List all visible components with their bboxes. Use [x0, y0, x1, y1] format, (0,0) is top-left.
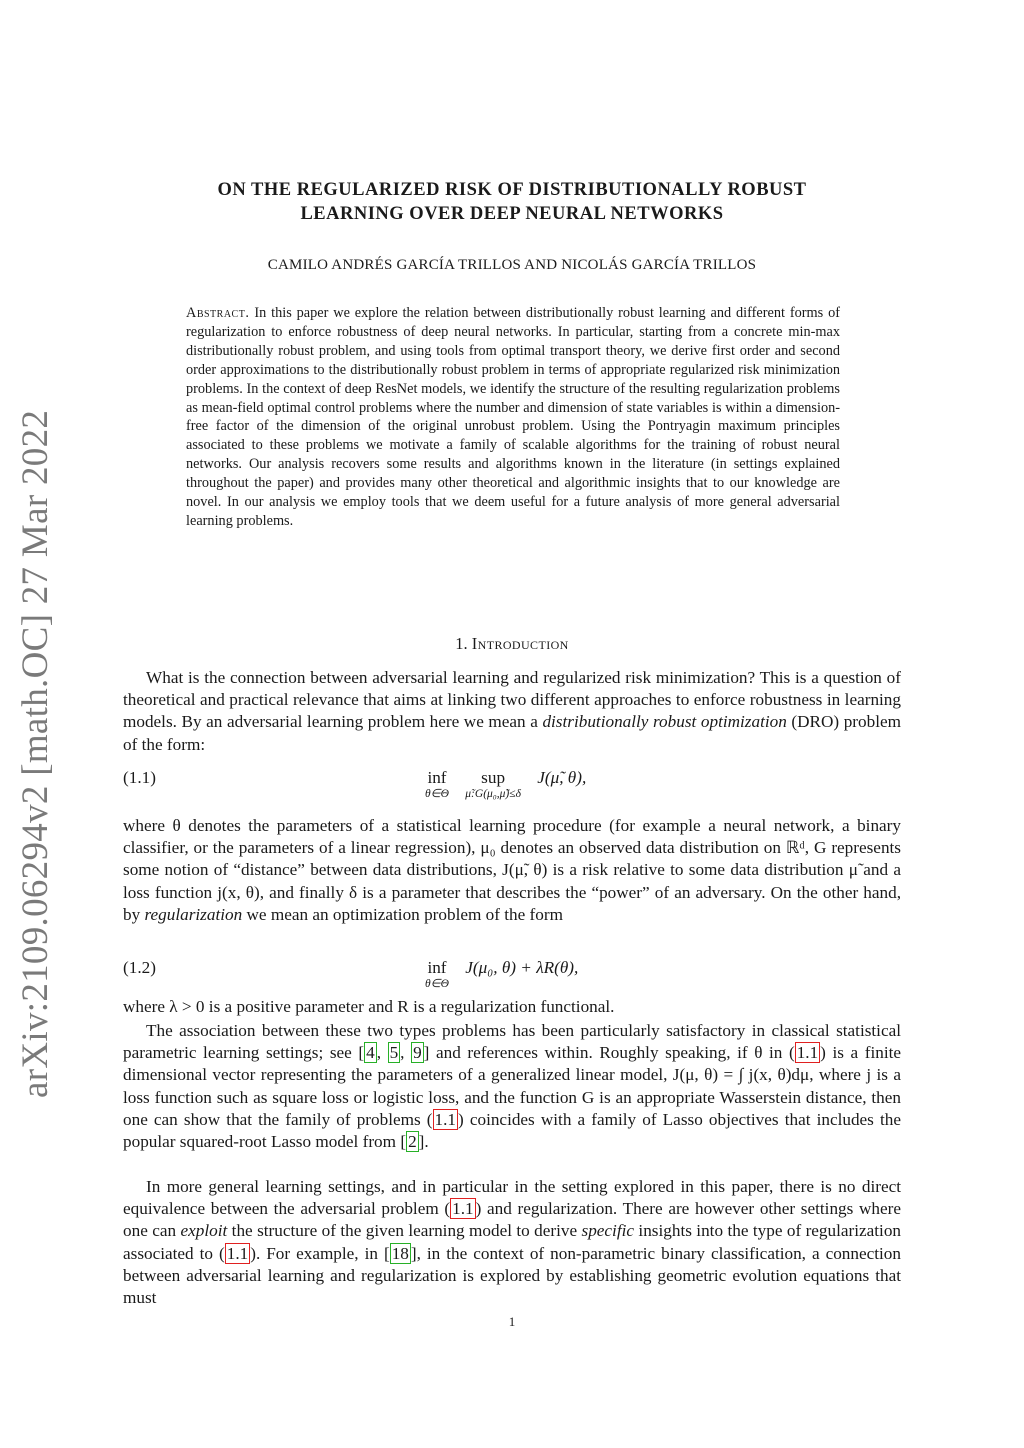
- citation-link[interactable]: 5: [389, 1043, 399, 1063]
- emphasized-term: exploit: [180, 1221, 228, 1241]
- paragraph-text: , in the context of non-parametric binary classification, a connection between adversarial learning and regularization is explored by establishing geometric evolution equations that must: [123, 1243, 901, 1308]
- paragraph-text: What is the connection between adversarial learning and regularized risk minimization? This is a question of theoretical and practical relevance that aims at linking two different approaches to enforce robustness in learning models. By an adversarial learning problem here we mean a: [123, 668, 901, 732]
- section-heading: [160, 634, 864, 654]
- citation-link[interactable]: 18: [391, 1243, 409, 1263]
- paragraph-text: . For example, in: [255, 1243, 378, 1263]
- emphasized-term: specific: [581, 1221, 635, 1241]
- equation-1-2: [123, 958, 901, 998]
- section-title: Introduction: [471, 634, 569, 653]
- paragraph-text: and regularization. There are however other settings where one can: [123, 1199, 901, 1241]
- intro-paragraph-2: [123, 815, 901, 926]
- equation-body: [425, 768, 586, 800]
- paragraph-text: The association between these two types problems has been particularly satisfactory in classical statistical parametric learning settings; see: [123, 1021, 901, 1063]
- inf-subscript: θ∈Θ: [425, 978, 449, 990]
- arxiv-identifier[interactable]: arXiv:2109.06294v2 [math.OC] 27 Mar 2022: [15, 409, 56, 1098]
- inf-subscript: θ∈Θ: [425, 788, 449, 800]
- paragraph-text: is a finite dimensional vector representing the parameters of a generalized linear model, J(μ, θ) = ∫ j(x, θ)dμ, where j is a loss function such as square loss or logistic loss, and the function G is an appropriate Wasserstein distance, then one can show that the family of problems: [123, 1043, 902, 1129]
- paragraph-text: and references within. Roughly speaking, if θ in: [435, 1043, 783, 1063]
- objective-expression: J(μ₀, θ) + λR(θ),: [465, 958, 579, 977]
- citation-link[interactable]: 2: [408, 1132, 417, 1152]
- equation-number: (1.2): [123, 958, 156, 977]
- equation-number: (1.1): [123, 768, 156, 787]
- citation-link[interactable]: 4: [366, 1043, 375, 1063]
- paragraph-text: where λ > 0 is a positive parameter and R is a regularization functional.: [123, 997, 615, 1016]
- intro-paragraph-4: The association between these two types problems has been particularly satisfactory in classical statistical parametric learning settings; see [ 4 , 5 , 9 ] and references within. Roughly speaking, if θ in ( 1.1 ) is a finite dimensional vector representing the parameters of a generalized linear model, J(μ, θ) = ∫ j(x, θ)dμ, where j is a loss function such as square loss or logistic loss, and the function G is an appropriate Wasserstein distance, then one can show that the family of problems ( 1.1 ) coincides with a family of Lasso objectives that includes the popular squared-root Lasso model from [ 2 ].: [123, 1021, 902, 1152]
- sup-subscript: μ̃:G(μ₀,μ̃)≤δ: [465, 788, 521, 800]
- intro-paragraph-5: In more general learning settings, and in particular in the setting explored in this paper, there is no direct equivalence between the adversarial problem ( 1.1 ) and regularization. There are however other settings where one can exploit the structure of the given learning model to derive specific insights into the type of regularization associated to ( 1.1 ). For example, in [ 18 ], in the context of non-parametric binary classification, a connection between adversarial learning and regularization is explored by establishing geometric evolution equations that must: [123, 1177, 902, 1308]
- objective-expression: J(μ̃, θ),: [537, 768, 587, 787]
- paragraph-text: .: [424, 1132, 429, 1152]
- author-list: CAMILO ANDRÉS GARCÍA TRILLOS AND NICOLÁS GARCÍA TRILLOS: [267, 257, 757, 273]
- title-line-1: ON THE REGULARIZED RISK OF DISTRIBUTIONALLY ROBUST: [217, 180, 807, 200]
- intro-paragraph-3: [123, 996, 901, 1018]
- equation-ref-link[interactable]: 1.1: [452, 1199, 474, 1219]
- paragraph-text: we mean an optimization problem of the form: [246, 904, 563, 924]
- inf-operator: [425, 768, 449, 800]
- equation-body: [425, 958, 578, 990]
- abstract-text: In this paper we explore the relation between distributionally robust learning and different forms of regularization to enforce robustness of deep neural networks. In particular, starting from a concrete min-max distributionally robust problem, and using tools from optimal transport theory, we derive first order and second order approximations to the distributionally robust problem in terms of appropriate regularized risk minimization problems. In the context of deep ResNet models, we identify the structure of the resulting regularization problems as mean-field optimal control problems where the number and dimension of state variables is within a dimension-free factor of the dimension of the original unrobust problem. Using the Pontryagin maximum principles associated to these problems we motivate a family of scalable algorithms for the training of robust neural networks. Our analysis recovers some results and algorithms known in the literature (in settings explained throughout the paper) and provides many other theoretical and algorithmic insights that to our knowledge are novel. In our analysis we employ tools that we deem useful for a future analysis of more general adversarial learning problems.: [186, 305, 840, 529]
- paragraph-text: coincides with a family of Lasso objectives that includes the popular squared-root Lasso model from: [123, 1109, 901, 1152]
- paper-title: [160, 178, 864, 226]
- abstract-label: Abstract.: [186, 305, 250, 321]
- sup-label: sup: [481, 768, 506, 787]
- section-number: 1.: [455, 634, 468, 653]
- inf-label: inf: [427, 958, 447, 977]
- paragraph-text: the structure of the given learning model to derive: [231, 1221, 578, 1241]
- inf-operator: [425, 958, 449, 990]
- inf-label: inf: [427, 768, 447, 787]
- paragraph-text: insights into the type of regularization associated to: [123, 1221, 902, 1263]
- page-number: 1: [508, 1314, 516, 1329]
- abstract: [186, 304, 840, 531]
- intro-paragraph-1: [123, 667, 901, 756]
- emphasized-term: regularization: [144, 904, 243, 924]
- paragraph-text: In more general learning settings, and in particular in the setting explored in this paper, there is no direct equivalence between the adversarial problem: [123, 1177, 901, 1219]
- equation-ref-link[interactable]: 1.1: [226, 1243, 249, 1263]
- paragraph-text: (DRO) problem of the form:: [123, 712, 901, 754]
- paragraph-text: where θ denotes the parameters of a statistical learning procedure (for example a neural network, a binary classifier, or the parameters of a linear regression), μ₀ denotes an observed data distribution on ℝᵈ, G represents some notion of “distance” between data distributions, J(μ̃, θ) is a risk relative to some data distribution μ̃ and a loss function j(x, θ), and finally δ is a parameter that describes the “power” of an adversary. On the other hand, by: [123, 816, 901, 924]
- equation-ref-link[interactable]: 1.1: [796, 1043, 819, 1063]
- sup-operator: [465, 768, 521, 800]
- equation-ref-link[interactable]: 1.1: [434, 1109, 456, 1129]
- citation-link[interactable]: 9: [413, 1043, 422, 1063]
- title-line-2: LEARNING OVER DEEP NEURAL NETWORKS: [300, 204, 724, 224]
- equation-1-1: [123, 768, 901, 808]
- emphasized-term: distributionally robust optimization: [542, 712, 787, 732]
